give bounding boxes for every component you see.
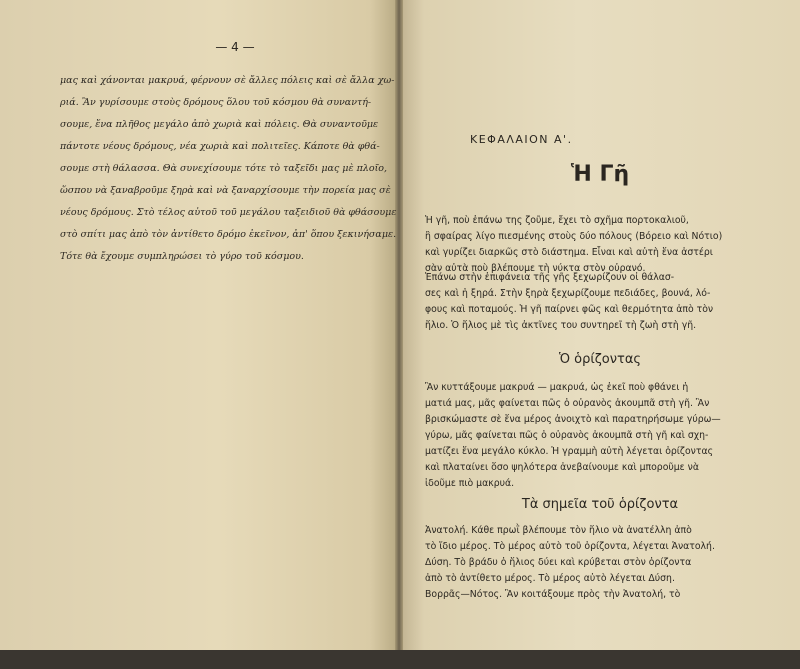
text-line: ματίζει ἕνα μεγάλο κύκλο. Ἡ γραμμὴ αὐτὴ λέγεται ὁρίζοντας bbox=[425, 446, 714, 457]
text-line: Ἐπάνω στὴν ἐπιφάνεια τῆς γῆς ξεχωρίζουν οἱ θάλασ- bbox=[425, 272, 675, 283]
text-line: Δύση. Τὸ βράδυ ὁ ἥλιος δύει καὶ κρύβεται στὸν ὁρίζοντα bbox=[425, 557, 692, 568]
text-line: σουμε στὴ θάλασσα. Θὰ συνεχίσουμε τότε τὸ ταξεῖδι μας μὲ πλοῖο, bbox=[60, 163, 388, 174]
text-line: Τότε θὰ ἔχουμε συμπληρώσει τὸ γύρο τοῦ κόσμου. bbox=[60, 251, 304, 262]
section-title-horizon-points: Τὰ σημεῖα τοῦ ὁρίζοντα bbox=[521, 497, 679, 512]
text-line: γύρω, μᾶς φαίνεται πῶς ὁ οὐρανὸς ἀκουμπᾶ στὴ γῆ καὶ σχη- bbox=[425, 430, 709, 441]
text-line: Ἡ γῆ, ποὺ ἐπάνω της ζοῦμε, ἔχει τὸ σχῆμα πορτοκαλιοῦ, bbox=[425, 215, 689, 226]
text-line: σες καὶ ἡ ξηρά. Στὴν ξηρὰ ξεχωρίζουμε πεδιάδες, βουνά, λό- bbox=[425, 288, 711, 299]
text-line: Βορρᾶς—Νότος. Ἂν κοιτάξουμε πρὸς τὴν Ἀνατολή, τὸ bbox=[425, 589, 681, 600]
text-line: Ἂν κυττάξουμε μακρυά — μακρυά, ὡς ἐκεῖ ποὺ φθάνει ἡ bbox=[425, 382, 689, 393]
text-line: Ἀνατολή. Κάθε πρωῒ βλέπουμε τὸν ἥλιο νὰ ἀνατέλλη ἀπὸ bbox=[425, 525, 692, 536]
text-line: ματιά μας, μᾶς φαίνεται πῶς ὁ οὐρανὸς ἀκουμπᾶ στὴ γῆ. Ἂν bbox=[425, 398, 710, 409]
text-line: πάντοτε νέους δρόμους, νέα χωριὰ καὶ πολιτεῖες. Κάποτε θὰ φθά- bbox=[60, 141, 380, 152]
text-line: ριά. Ἂν γυρίσουμε στοὺς δρόμους ὅλου τοῦ κόσμου θὰ συναντή- bbox=[60, 97, 372, 108]
text-line: ἢ σφαίρας λίγο πιεσμένης στοὺς δύο πόλους (Βόρειο καὶ Νότιο) bbox=[425, 231, 723, 242]
text-line: ἰδοῦμε πιὸ μακρυά. bbox=[425, 478, 515, 489]
text-line: μας καὶ χάνονται μακρυά, φέρνουν σὲ ἄλλες πόλεις καὶ σὲ ἄλλα χω- bbox=[60, 75, 395, 86]
text-line: καὶ γυρίζει διαρκῶς στὸ διάστημα. Εἶναι καὶ αὐτὴ ἕνα ἀστέρι bbox=[425, 247, 713, 258]
text-line: ὥσπου νὰ ξαναβροῦμε ξηρὰ καὶ νὰ ξαναρχίσουμε τὴν πορεία μας σὲ bbox=[60, 185, 391, 196]
section-title-horizon: Ὁ ὁρίζοντας bbox=[558, 352, 642, 367]
paragraph-earth-shape bbox=[425, 213, 780, 277]
text-line: καὶ πλαταίνει ὅσο ψηλότερα ἀνεβαίνουμε καὶ μποροῦμε νὰ bbox=[425, 462, 699, 473]
text-line: ἀπὸ τὸ ἀντίθετο μέρος. Τὸ μέρος αὐτὸ λέγεται Δύση. bbox=[425, 573, 675, 584]
paragraph-horizon bbox=[425, 380, 780, 492]
text-line: νέους δρόμους. Στὸ τέλος αὐτοῦ τοῦ μεγάλου ταξειδιοῦ θὰ φθάσουμε bbox=[60, 207, 397, 218]
text-line: βρισκώμαστε σὲ ἕνα μέρος ἀνοιχτὸ καὶ παρατηρήσωμε γύρω— bbox=[425, 414, 721, 425]
left-page-text bbox=[60, 70, 400, 268]
text-line: τὸ ἴδιο μέρος. Τὸ μέρος αὐτὸ τοῦ ὁρίζοντα, λέγεται Ἀνατολή. bbox=[425, 541, 715, 552]
text-line: σουμε, ἕνα πλῆθος μεγάλο ἀπὸ χωριὰ καὶ πόλεις. Θὰ συναντοῦμε bbox=[60, 119, 379, 130]
chapter-label: ΚΕΦΑΛΑΙΟΝ Α'. bbox=[470, 133, 573, 146]
text-line: σὰν αὐτὰ ποὺ βλέπουμε τὴ νύκτα στὸν οὐρανό. bbox=[425, 263, 646, 274]
text-line: ἥλιο. Ὁ ἥλιος μὲ τὶς ἀκτῖνες του συντηρεῖ τὴ ζωὴ στὴ γῆ. bbox=[425, 320, 697, 331]
chapter-title: Ἡ Γῆ bbox=[570, 162, 630, 187]
paragraph-horizon-points bbox=[425, 523, 780, 603]
background-edge bbox=[0, 650, 800, 669]
text-line: φους καὶ ποταμούς. Ἡ γῆ παίρνει φῶς καὶ θερμότητα ἀπὸ τὸν bbox=[425, 304, 714, 315]
page-number: — 4 — bbox=[215, 40, 255, 54]
paragraph-earth-surface bbox=[425, 270, 780, 334]
text-line: στὸ σπίτι μας ἀπὸ τὸν ἀντίθετο δρόμο ἐκεῖνον, ἀπ' ὅπου ξεκινήσαμε. bbox=[60, 229, 397, 240]
